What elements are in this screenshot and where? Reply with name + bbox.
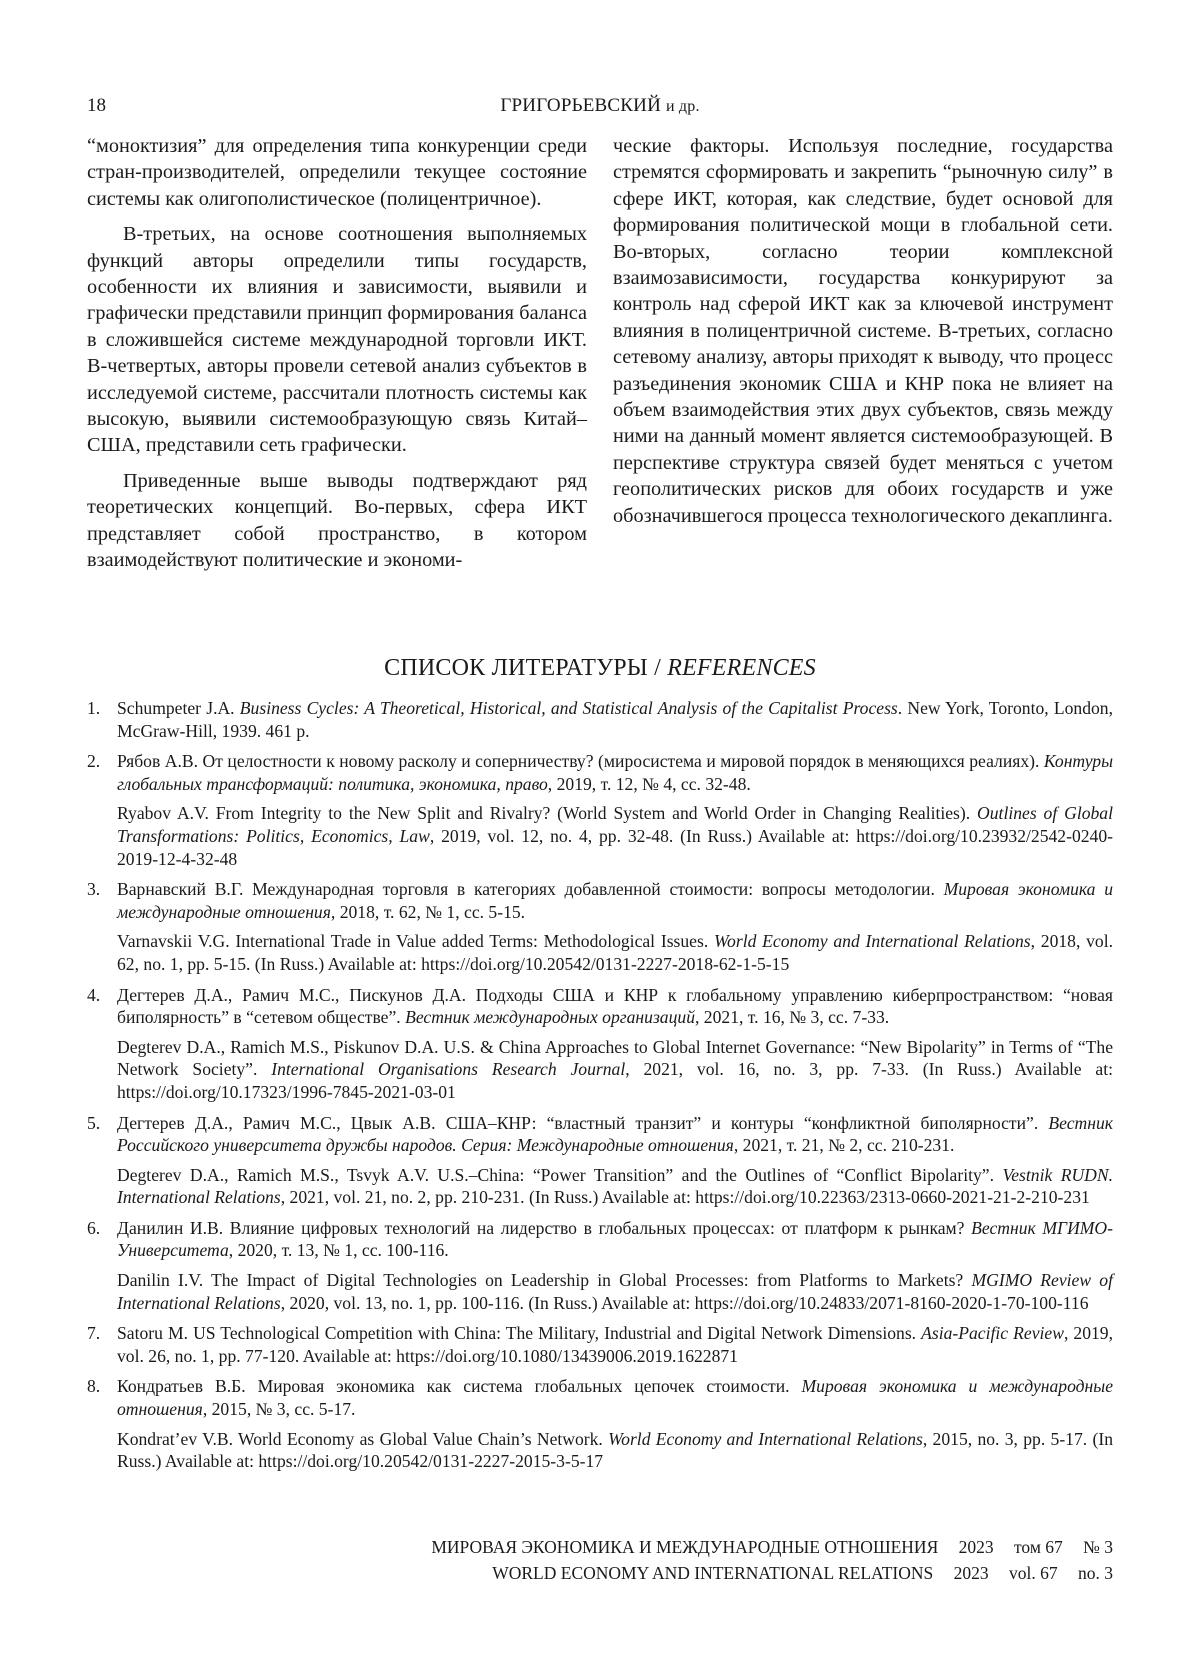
reference-text: Рябов А.В. От целостности к новому расколу и соперничеству? (миросистема и мировой порядок в меняющихся реалиях). — [117, 751, 1044, 772]
reference-source-title: Outlines of Global Transformations: Politics, Economics, Law — [117, 803, 1113, 846]
reference-text: , 2019, vol. 26, no. 1, pp. 77-120. Available at: https://doi.org/10.1080/13439006.2019.1622871 — [117, 1323, 1113, 1366]
reference-entry-original — [117, 1217, 1113, 1262]
reference-source-title: Мировая экономика и международные отношения — [117, 1376, 1114, 1420]
reference-source-title: Контуры глобальных трансформаций: политика, экономика, право — [117, 751, 1113, 794]
reference-body — [117, 1217, 1113, 1314]
reference-source-title: Business Cycles: A Theoretical, Historical, and Statistical Analysis of the Capitalist Process — [239, 698, 898, 718]
reference-text: Varnavskii V.G. International Trade in Value added Terms: Methodological Issues. — [117, 931, 715, 952]
paragraph: “моноктизия” для определения типа конкуренции среди стран-производителей, определили текущее состояние системы как олигополистическое (полицентричное). — [87, 135, 587, 210]
reference-text: Данилин И.В. Влияние цифровых технологий на лидерство в глобальных процессах: от платформ к рынкам? — [117, 1217, 972, 1238]
left-column — [87, 133, 587, 583]
reference-text: Варнавский В.Г. Международная торговля в категориях добавленной стоимости: вопросы методологии. — [117, 879, 944, 900]
footer-year: 2023 — [953, 1563, 989, 1583]
reference-text: , 2021, vol. 16, no. 3, pp. 7-33. (In Russ.) Available at: https://doi.org/10.17323/1996-7845-2021-03-01 — [117, 1059, 1113, 1102]
reference-text: , 2021, vol. 21, no. 2, pp. 210-231. (In Russ.) Available at: https://doi.org/10.22363/2313-0660-2021-21-2-210-231 — [280, 1187, 1090, 1208]
footer-journal-name: WORLD ECONOMY AND INTERNATIONAL RELATIONS — [492, 1563, 934, 1583]
reference-body — [117, 1112, 1113, 1209]
reference-source-title: Vestnik RUDN. International Relations — [117, 1164, 1113, 1208]
reference-number: 4. — [87, 984, 101, 1005]
reference-number: 1. — [87, 698, 101, 718]
body-columns — [87, 133, 1113, 583]
reference-source-title: World Economy and International Relations — [714, 931, 1031, 952]
reference-body — [117, 878, 1113, 975]
reference-source-title: Вестник международных организаций — [405, 1007, 695, 1028]
footer-issue: № 3 — [1083, 1537, 1113, 1557]
reference-entry-translit — [117, 1164, 1113, 1209]
reference-entry-original — [117, 1375, 1113, 1420]
reference-text: , 2015, № 3, сс. 5-17. — [202, 1399, 356, 1420]
footer-issue: no. 3 — [1078, 1563, 1113, 1583]
reference-item — [87, 1322, 1113, 1367]
reference-entry-translit — [117, 930, 1113, 975]
reference-text: Ryabov A.V. From Integrity to the New Split and Rivalry? (World System and World Order in Changing Realities). — [117, 803, 978, 824]
reference-text: , 2018, т. 62, № 1, сс. 5-15. — [330, 901, 526, 922]
paragraph: ческие факторы. Используя последние, государства стремятся сформировать и закрепить “рыночную силу” в сфере ИКТ, которая, как следствие, будет основой для формирования политической мощи в глобальной сети. Во-вторых, согласно теории комплексной взаимозависимости, государства конкурируют за контроль над сферой ИКТ как за ключевой инструмент влияния в полицентричной системе. В-третьих, согласно сетевому анализу, авторы приходят к выводу, что процесс разъединения экономик США и КНР пока не влияет на объем взаимодействия этих двух субъектов, связь между ними на данный момент является системообразующей. В перспективе структура связей будет меняться с учетом геополитических рисков для обоих государств и уже обозначившегося процесса технологического декаплинга. — [613, 135, 1113, 527]
reference-source-title: Asia-Pacific Review — [921, 1323, 1064, 1344]
reference-entry-original — [117, 750, 1113, 795]
reference-text: , 2021, т. 21, № 2, сс. 210-231. — [733, 1135, 955, 1156]
reference-text: Kondrat’ev V.B. World Economy as Global Value Chain’s Network. — [117, 1428, 609, 1449]
paragraph: В-третьих, на основе соотношения выполняемых функций авторы определили типы государств, особенности их влияния и зависимости, выявили и графически представили принцип формирования баланса в сложившейся системе международной торговли ИКТ. В-четвертых, авторы провели сетевой анализ субъектов в исследуемой системе, рассчитали плотность системы как высокую, выявили системообразующую связь Китай–США, представили сеть графически. — [87, 223, 587, 457]
reference-entry-original — [117, 1322, 1113, 1367]
author-suffix: и др. — [665, 98, 700, 115]
reference-text: , 2019, т. 12, № 4, сс. 32-48. — [547, 773, 751, 794]
reference-text: Schumpeter J.A. — [117, 698, 240, 718]
reference-item — [87, 750, 1113, 870]
reference-number: 7. — [87, 1323, 101, 1344]
reference-text: Дегтерев Д.А., Рамич М.С., Цвык А.В. США–КНР: “властный транзит” и контуры “конфликтной биполярности”. — [117, 1112, 1049, 1133]
reference-text: , 2020, т. 13, № 1, сс. 100-116. — [228, 1240, 449, 1261]
reference-text: . New York, Toronto, London, McGraw-Hill, 1939. 461 p. — [117, 698, 1113, 741]
running-head — [87, 95, 1113, 119]
footer-journal-name: МИРОВАЯ ЭКОНОМИКА И МЕЖДУНАРОДНЫЕ ОТНОШЕНИЯ — [431, 1537, 939, 1557]
reference-body — [117, 984, 1113, 1104]
reference-entry-original — [117, 878, 1113, 923]
reference-number: 2. — [87, 751, 101, 772]
reference-text: , 2018, vol. 62, no. 1, pp. 5-15. (In Russ.) Available at: https://doi.org/10.20542/0131-2227-2018-62-1-5-15 — [117, 931, 1114, 974]
references-list — [87, 697, 1113, 1481]
reference-item — [87, 697, 1113, 742]
reference-entry-translit — [117, 802, 1113, 870]
author-name: ГРИГОРЬЕВСКИЙ — [500, 95, 661, 116]
reference-entry-original — [117, 1112, 1113, 1157]
reference-text: Дегтерев Д.А., Рамич М.С., Пискунов Д.А. Подходы США и КНР к глобальному управлению киберпространством: “новая биполярность” в “сетевом обществе”. — [117, 984, 1113, 1028]
reference-body — [117, 1322, 1113, 1367]
references-heading-en: REFERENCES — [667, 655, 816, 681]
page-number: 18 — [87, 95, 106, 116]
reference-source-title: Мировая экономика и международные отношения — [117, 879, 1113, 922]
footer-journal-en — [87, 1563, 1113, 1584]
reference-text: , 2015, no. 3, pp. 5-17. (In Russ.) Available at: https://doi.org/10.20542/0131-2227-2015-3-5-17 — [117, 1428, 1113, 1472]
footer-volume: vol. 67 — [1009, 1563, 1058, 1583]
reference-entry-translit — [117, 1269, 1113, 1314]
reference-item — [87, 1217, 1113, 1314]
reference-text: , 2021, т. 16, № 3, сс. 7-33. — [695, 1007, 890, 1028]
reference-item — [87, 878, 1113, 975]
reference-number: 6. — [87, 1217, 101, 1238]
reference-text: Degterev D.A., Ramich M.S., Piskunov D.A. U.S. & China Approaches to Global Internet Governance: “New Bipolarity” in Terms of “The Network Society”. — [117, 1036, 1113, 1080]
running-author — [87, 95, 1113, 117]
reference-source-title: Вестник Российского университета дружбы народов. Серия: Международные отношения — [117, 1112, 1113, 1156]
reference-source-title: International Organisations Research Journal — [271, 1059, 626, 1080]
reference-source-title: Вестник МГИМО-Университета — [117, 1217, 1113, 1261]
reference-item — [87, 984, 1113, 1104]
reference-text: Кондратьев В.Б. Мировая экономика как система глобальных цепочек стоимости. — [117, 1376, 802, 1397]
reference-number: 5. — [87, 1112, 101, 1133]
reference-item — [87, 1375, 1113, 1472]
reference-source-title: MGIMO Review of International Relations — [117, 1270, 1113, 1313]
reference-body — [117, 750, 1113, 870]
reference-text: , 2020, vol. 13, no. 1, pp. 100-116. (In Russ.) Available at: https://doi.org/10.24833/2071-8160-2020-1-70-100-116 — [280, 1292, 1089, 1313]
reference-entry-original — [117, 697, 1113, 742]
footer-journal-ru — [87, 1537, 1113, 1558]
reference-source-title: World Economy and International Relations — [608, 1428, 923, 1449]
footer-year: 2023 — [958, 1537, 994, 1557]
reference-entry-translit — [117, 1036, 1113, 1104]
reference-entry-translit — [117, 1428, 1113, 1473]
paragraph: Приведенные выше выводы подтверждают ряд теоретических концепций. Во-первых, сфера ИКТ представляет собой пространство, в котором взаимодействуют политические и экономи- — [87, 469, 587, 572]
reference-text: Satoru M. US Technological Competition with China: The Military, Industrial and Digital Network Dimensions. — [117, 1323, 922, 1344]
reference-body — [117, 697, 1113, 742]
reference-entry-original — [117, 984, 1113, 1029]
reference-body — [117, 1375, 1113, 1472]
reference-text: Danilin I.V. The Impact of Digital Technologies on Leadership in Global Processes: from Platforms to Markets? — [117, 1270, 972, 1291]
reference-text: Degterev D.A., Ramich M.S., Tsvyk A.V. U.S.–China: “Power Transition” and the Outlines of “Conflict Bipolarity”. — [117, 1164, 1003, 1185]
reference-number: 3. — [87, 879, 101, 900]
reference-number: 8. — [87, 1376, 101, 1397]
references-heading — [87, 655, 1113, 682]
references-heading-ru: СПИСОК ЛИТЕРАТУРЫ / — [384, 655, 668, 681]
footer-volume: том 67 — [1014, 1537, 1063, 1557]
reference-text: , 2019, vol. 12, no. 4, pp. 32-48. (In Russ.) Available at: https://doi.org/10.23932/2542-0240-2019-12-4-32-48 — [117, 825, 1114, 869]
reference-item — [87, 1112, 1113, 1209]
right-column — [613, 133, 1113, 583]
